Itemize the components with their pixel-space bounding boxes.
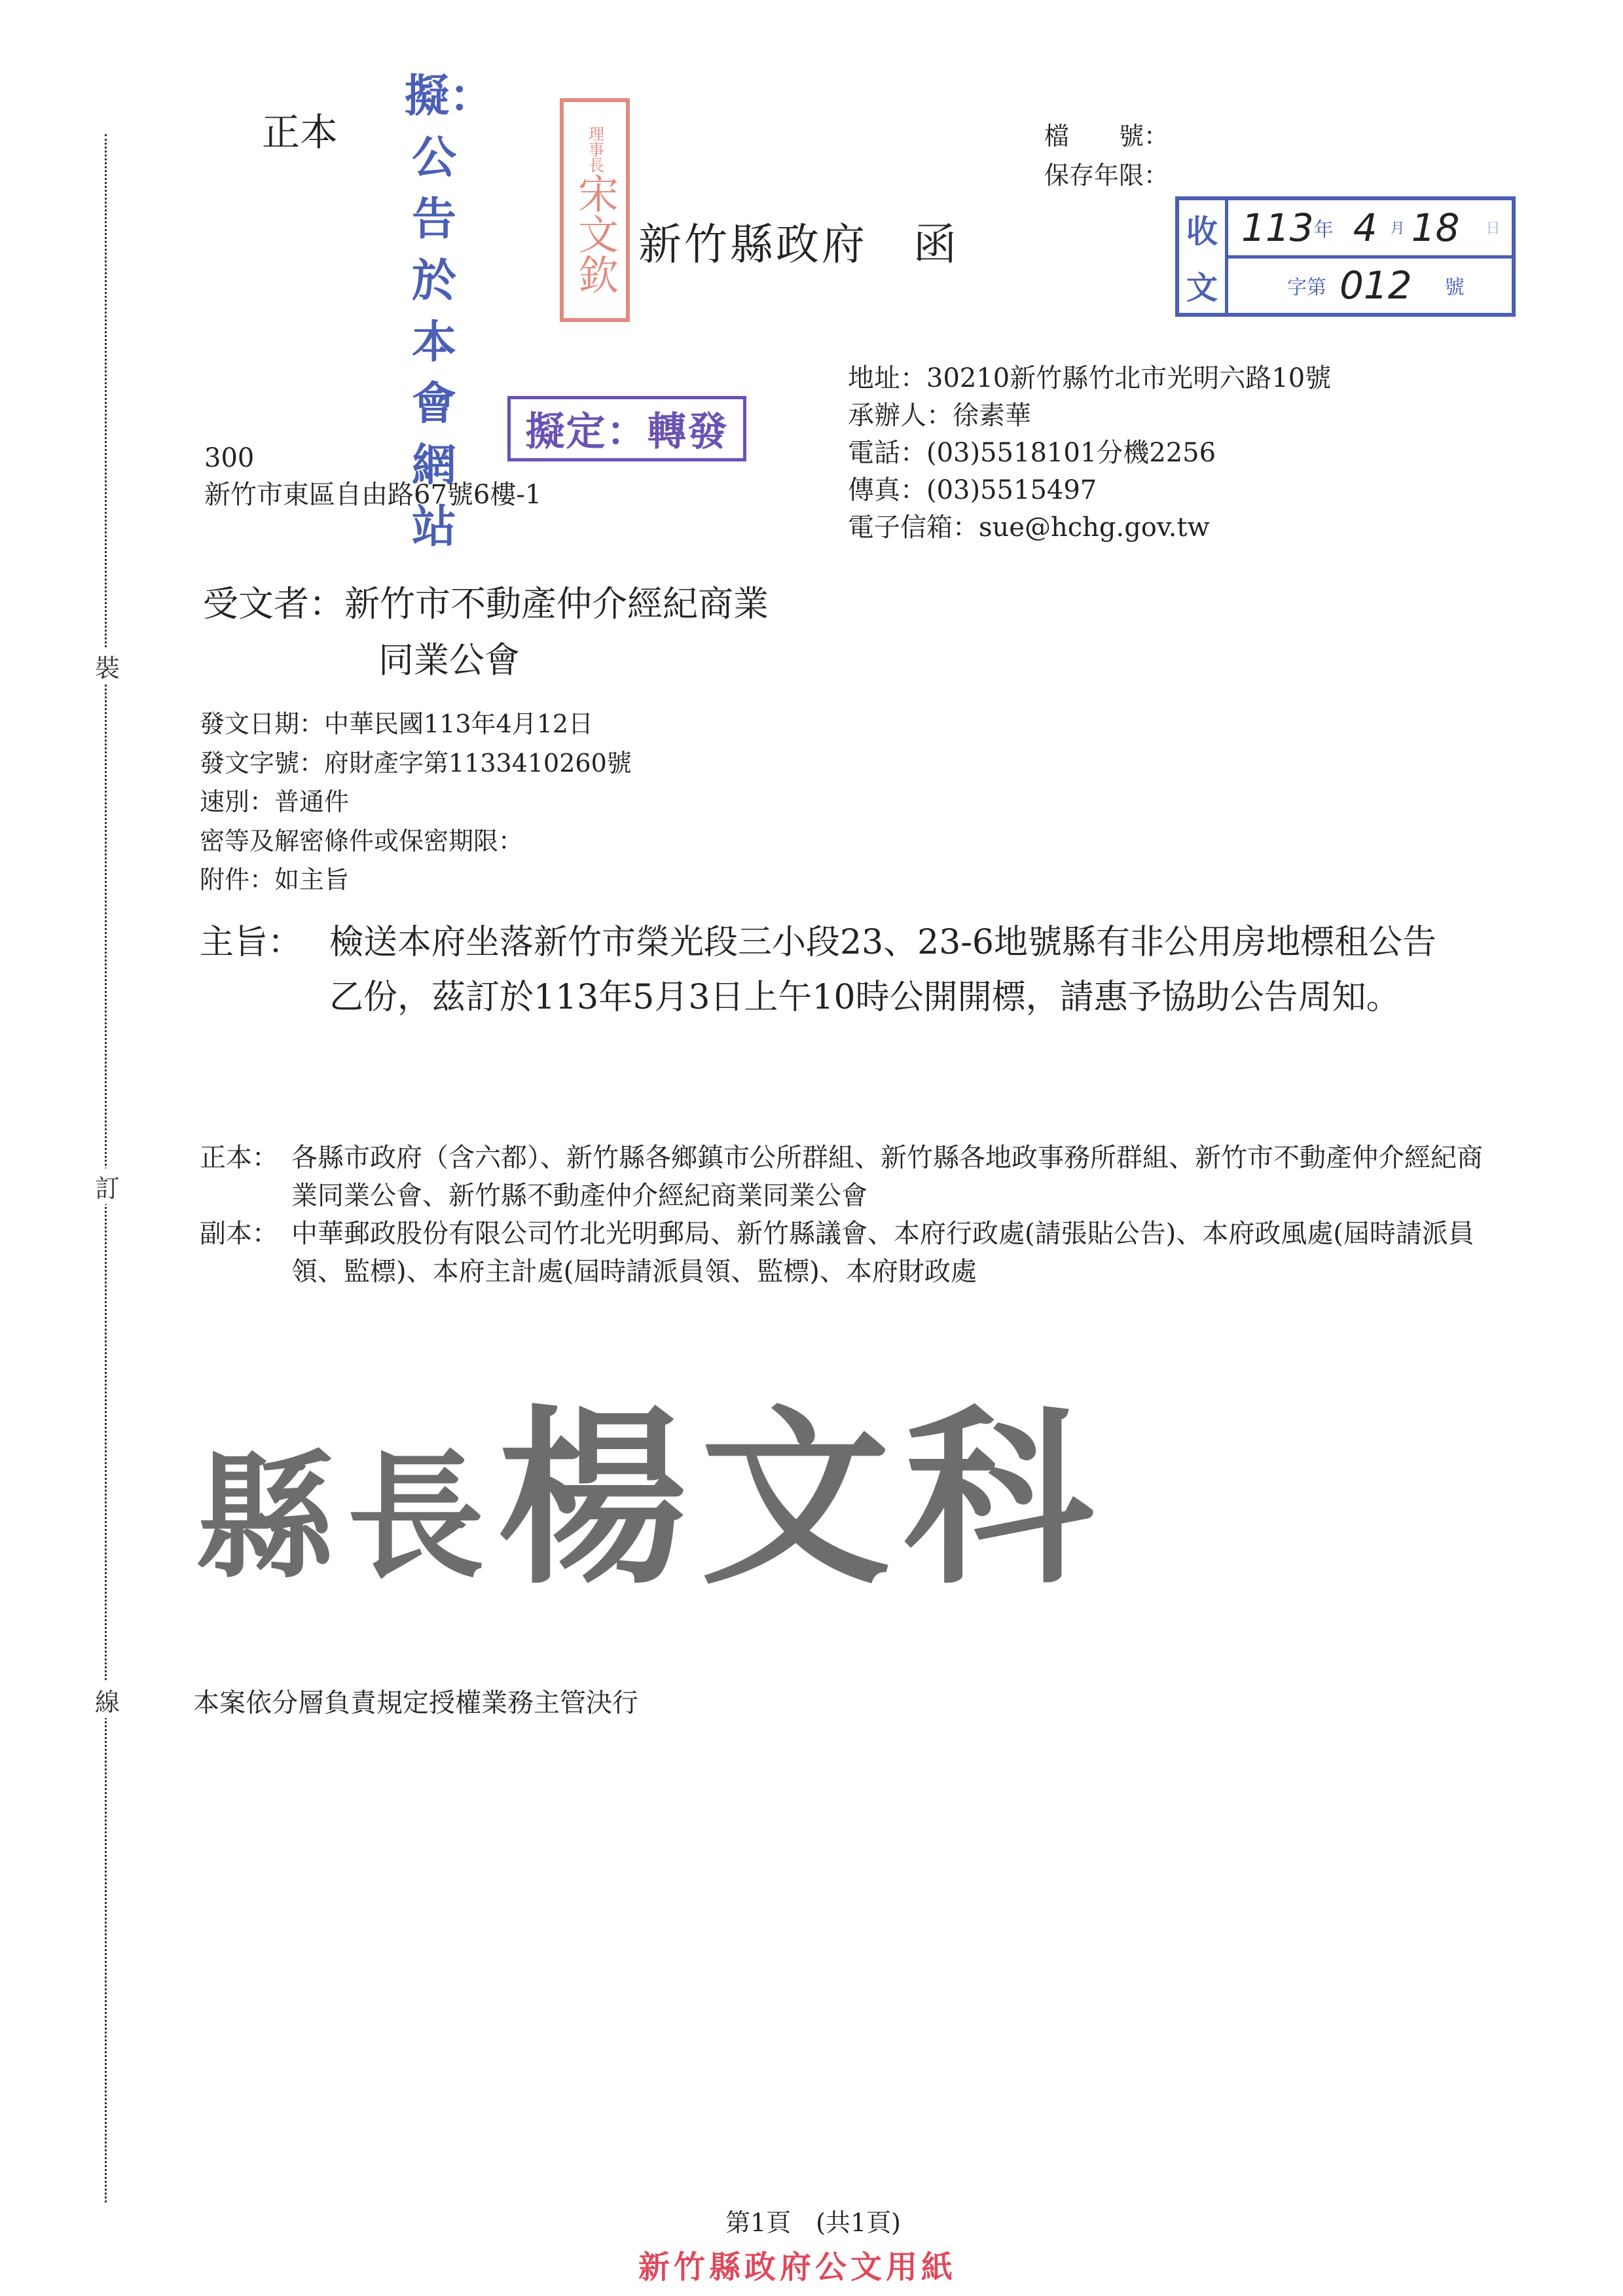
year-unit: 年	[1313, 218, 1334, 242]
doc-number: 發文字號：府財產字第1133410260號	[200, 748, 632, 778]
copy-label: 正本	[262, 110, 338, 154]
contact-email[interactable]: 電子信箱：sue@hchg.gov.tw	[848, 512, 1210, 543]
classification: 密等及解密條件或保密期限：	[200, 826, 524, 855]
org-name: 新竹縣政府	[638, 219, 867, 270]
recipient-line1: 新竹市不動產仲介經紀商業	[344, 583, 769, 624]
issue-date: 發文日期：中華民國113年4月12日	[200, 709, 594, 738]
chairman-seal	[560, 98, 630, 322]
original-label: 正本：	[200, 1143, 278, 1173]
original-recipients: 各縣市政府（含六都）、新竹縣各鄉鎮市公所群組、新竹縣各地政事務所群組、新竹市不動產仲介經紀商業同業公會、新竹縣不動產仲介經紀商業同業公會	[291, 1143, 1483, 1211]
binding-char-zhuang: 裝	[94, 648, 120, 684]
receipt-stamp	[1175, 196, 1516, 317]
receipt-month: 4	[1353, 205, 1377, 250]
receipt-day: 18	[1411, 205, 1460, 250]
signature-title: 縣長	[196, 1436, 498, 1598]
contact-address: 地址：30210新竹縣竹北市光明六路10號	[848, 363, 1332, 393]
month-unit: 月	[1390, 221, 1405, 238]
contact-officer: 承辦人：徐素華	[848, 401, 1031, 431]
receipt-label-top: 收	[1186, 213, 1218, 250]
serial-suffix: 號	[1444, 276, 1465, 300]
copy-recipients-label: 副本：	[200, 1219, 278, 1249]
contact-phone: 電話：(03)5518101分機2256	[848, 438, 1216, 468]
copy-recipients: 中華郵政股份有限公司竹北光明郵局、新竹縣議會、本府行政處(請張貼公告)、本府政風處(屆時請派員領、監標)、本府主計處(屆時請派員領、監標)、本府財政處	[291, 1219, 1474, 1287]
recipient-label: 受文者：	[203, 583, 344, 624]
receipt-date	[1228, 200, 1512, 259]
receipt-label-bottom: 文	[1186, 269, 1218, 306]
seal-title: 理事長	[585, 126, 604, 173]
binding-char-xian: 線	[94, 1682, 120, 1718]
contact-fax: 傳真：(03)5515497	[848, 475, 1097, 505]
postal-code: 300	[204, 443, 255, 473]
recipient-block	[203, 576, 769, 689]
subject-block	[200, 915, 1457, 1025]
seal-name: 宋文欽	[571, 173, 619, 295]
subject-label: 主旨：	[200, 923, 302, 962]
serial-number: 012	[1340, 263, 1412, 308]
signature-name: 楊文科	[498, 1388, 1107, 1610]
serial-prefix: 字第	[1287, 276, 1326, 300]
distribution-block	[200, 1139, 1483, 1291]
recipient-line2: 同業公會	[378, 639, 520, 681]
binding-char-ding: 訂	[94, 1168, 120, 1204]
signature-block	[196, 1388, 1107, 1622]
doc-header	[638, 209, 959, 272]
receipt-serial	[1228, 259, 1512, 314]
receipt-year: 113	[1241, 205, 1314, 250]
day-unit: 日	[1486, 221, 1501, 238]
contact-block	[848, 360, 1331, 547]
file-number-label: 檔 號：	[1044, 122, 1169, 151]
street-address: 新竹市東區自由路67號6樓-1	[204, 480, 542, 510]
doc-type: 函	[913, 219, 959, 270]
retention-label: 保存年限：	[1044, 161, 1169, 190]
footer-brand: 新竹縣政府公文用紙	[638, 2249, 957, 2286]
decision-stamp: 擬定：轉發	[507, 396, 746, 461]
doc-meta	[200, 705, 632, 900]
attachment: 附件：如主旨	[200, 865, 350, 894]
delegation-note: 本案依分層負責規定授權業務主管決行	[193, 1688, 638, 1718]
file-meta	[1044, 117, 1169, 195]
recipient-mailing-address	[204, 440, 541, 513]
announce-stamp: 擬：公告於本會網站	[405, 70, 494, 553]
subject-text: 檢送本府坐落新竹市榮光段三小段23、23-6地號縣有非公用房地標租公告乙份，茲訂於113年5月3日上午10時公開開標，請惠予協助公告周知。	[329, 923, 1436, 1017]
priority: 速別：普通件	[200, 787, 350, 816]
page-number: 第1頁 (共1頁)	[725, 2208, 902, 2237]
